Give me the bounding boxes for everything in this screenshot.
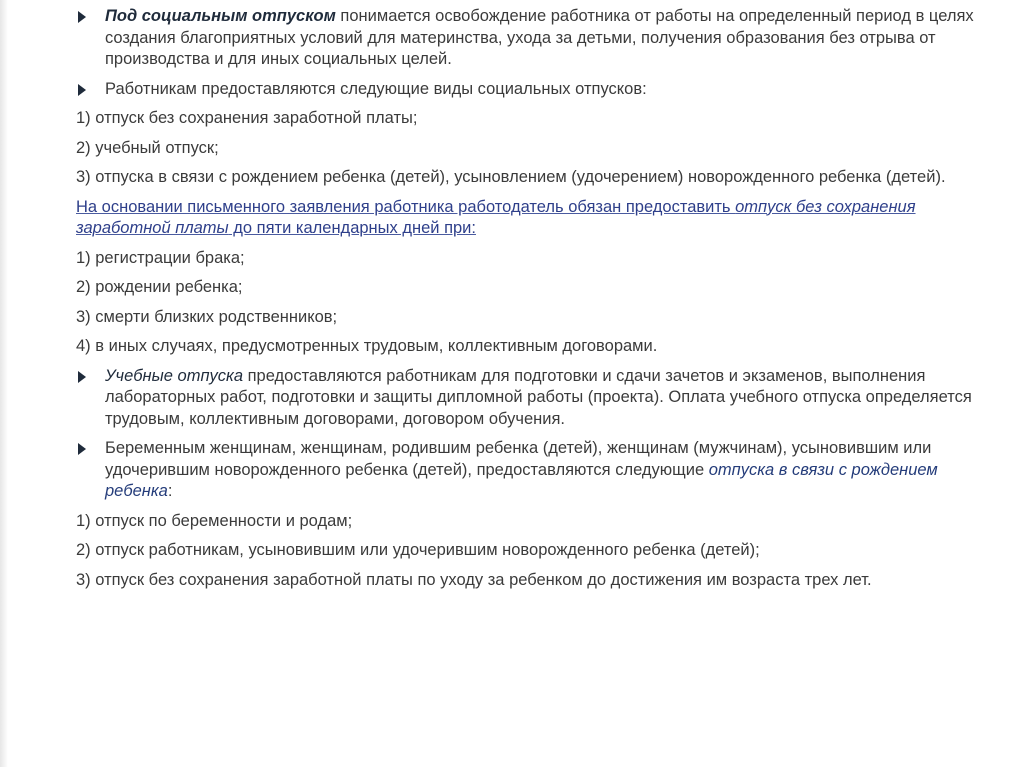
study-leave-text: предоставляются работникам для подготовки и сдачи зачетов и экзаменов, выполнения лабораторных работ, подготовки и защиты дипломной работы (проекта). Оплата учебного отпуска определяется трудовым, коллективным договорами, договором обучения.	[105, 366, 972, 428]
hyperlink-text-before: На основании письменного заявления работника работодатель обязан предоставить	[76, 197, 736, 216]
definition-text: понимается освобождение работника от работы на определенный период в целях создания благоприятных условий для материнства, ухода за детьми, получения образования без отрыва от производства и для иных социальных целей.	[105, 7, 974, 68]
triangle-right-icon	[78, 443, 86, 455]
list-item: 3) отпуск без сохранения заработной платы по уходу за ребенком до достижения им возраста трех лет.	[76, 570, 872, 589]
slide-edge-shadow	[0, 0, 8, 767]
list-item: 3) смерти близких родственников;	[76, 307, 338, 326]
list-item: 1) регистрации брака;	[76, 248, 245, 267]
list-item: 2) рождении ребенка;	[76, 278, 243, 296]
list-item: 3) отпуска в связи с рождением ребенка (детей), усыновлением (удочерением) новорожденного ребенка (детей).	[76, 168, 946, 186]
paragraph-study-leave	[76, 366, 976, 431]
list-item: 1) отпуск по беременности и родам;	[76, 511, 353, 530]
hyperlink-unpaid-leave[interactable]	[76, 197, 976, 240]
paragraph-maternity-leave	[76, 438, 976, 503]
paragraph-social-leave-definition	[76, 6, 976, 71]
maternity-leave-colon: :	[167, 482, 173, 500]
hyperlink-text-after: до пяти календарных дней при:	[228, 219, 476, 237]
leave-types-intro-text: Работникам предоставляются следующие виды социальных отпусков:	[105, 79, 647, 98]
term-social-leave: Под социальным отпуском	[105, 7, 336, 25]
list-item: 2) отпуск работникам, усыновившим или удочерившим новорожденного ребенка (детей);	[76, 541, 760, 559]
list-item: 4) в иных случаях, предусмотренных трудовым, коллективным договорами.	[76, 337, 658, 355]
hyperlink-text-italic: отпуск без сохранения заработной платы	[76, 197, 916, 237]
triangle-right-icon	[78, 84, 86, 96]
maternity-leave-text: Беременным женщинам, женщинам, родившим ребенка (детей), женщинам (мужчинам), усыновившим или удочерившим новорожденного ребенка (детей), предоставляются следующие	[105, 439, 932, 479]
term-study-leave: Учебные отпуска	[105, 366, 243, 385]
paragraph-leave-types-intro	[76, 79, 976, 101]
term-birth-leave: отпуска в связи с рождением ребенка	[105, 460, 938, 500]
list-item: 2) учебный отпуск;	[76, 138, 219, 157]
triangle-right-icon	[78, 11, 86, 23]
triangle-right-icon	[78, 371, 86, 383]
list-item: 1) отпуск без сохранения заработной платы;	[76, 109, 418, 127]
slide-content	[76, 6, 976, 599]
